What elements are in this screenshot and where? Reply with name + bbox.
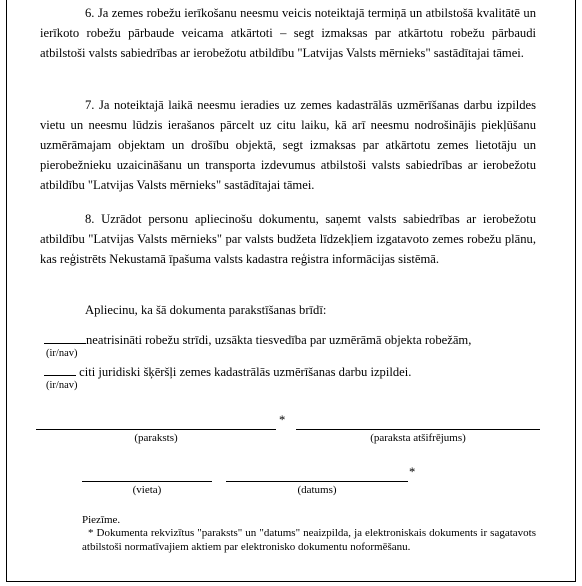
choice-label-1: (ir/nav) [46, 348, 78, 359]
date-star: * [409, 465, 416, 479]
paragraph-8: 8. Uzrādot personu apliecinošu dokumentu, saņemt valsts sabiedrības ar ierobežotu atbildību "Latvijas Valsts mērnieks" par valsts budžeta līdzekļiem izgatavoto zemes robežu plānu, kas reģistrēts Nekustamā īpašuma valsts kadastra reģistra informācijas sistēmā. [40, 212, 536, 266]
signature-label: (paraksts) [134, 432, 178, 444]
date-line[interactable] [226, 481, 408, 482]
signature-transcript-line[interactable] [296, 429, 540, 430]
paragraph-6: 6. Ja zemes robežu ierīkošanu neesmu veicis noteiktajā termiņā un atbilstošā kvalitātē un ierīkoto robežu pārbaude veicama atkārtoti – segt izmaksas par atkārtotu robežu pārbaudi atbilstoši valsts sabiedrības ar ierobežotu atbildību "Latvijas Valsts mērnieks" sastādītajai tāmei. [40, 6, 536, 60]
certify-intro: Apliecinu, ka šā dokumenta parakstīšanas brīdī: [85, 303, 327, 317]
choice-blank-2[interactable] [44, 364, 76, 376]
certify-item-2-text: citi juridiski šķēršļi zemes kadastrālās uzmērīšanas darbu izpildei. [79, 365, 412, 379]
place-line[interactable] [82, 481, 212, 482]
paragraph-7: 7. Ja noteiktajā laikā neesmu ieradies uz zemes kadastrālās uzmērīšanas darbu izpildes vietu un neesmu lūdzis ierašanos pārcelt uz citu laiku, kā arī neesmu nodrošinājis piekļūšanu uzmērāmajam objektam un drošību objektā, segt izmaksas par atkārtotu zemes lietotāju un pierobežnieku uzaicināšanu un transporta izdevumus atbilstoši valsts sabiedrības ar ierobežotu atbildību "Latvijas Valsts mērnieks" sastādītajai tāmei. [40, 98, 536, 192]
signature-line[interactable] [36, 429, 276, 430]
signature-transcript-label: (paraksta atšifrējums) [370, 432, 466, 444]
date-label: (datums) [297, 484, 337, 496]
certify-item-1-text: neatrisināti robežu strīdi, uzsākta tiesvedība par uzmērāmā objekta robežām, [86, 333, 472, 347]
place-label: (vieta) [132, 484, 162, 496]
certify-item-2 [44, 364, 411, 380]
certify-item-1 [44, 332, 471, 348]
note-title: Piezīme. [82, 514, 121, 526]
note-text: * Dokumenta rekvizītus "paraksts" un "datums" neaizpilda, ja elektroniskais dokuments ir sagatavots atbilstoši normatīvajiem aktiem par elektronisko dokumentu noformēšanu. [82, 527, 536, 553]
signature-star: * [279, 413, 286, 427]
choice-label-2: (ir/nav) [46, 380, 78, 391]
choice-blank-1[interactable] [44, 332, 86, 344]
